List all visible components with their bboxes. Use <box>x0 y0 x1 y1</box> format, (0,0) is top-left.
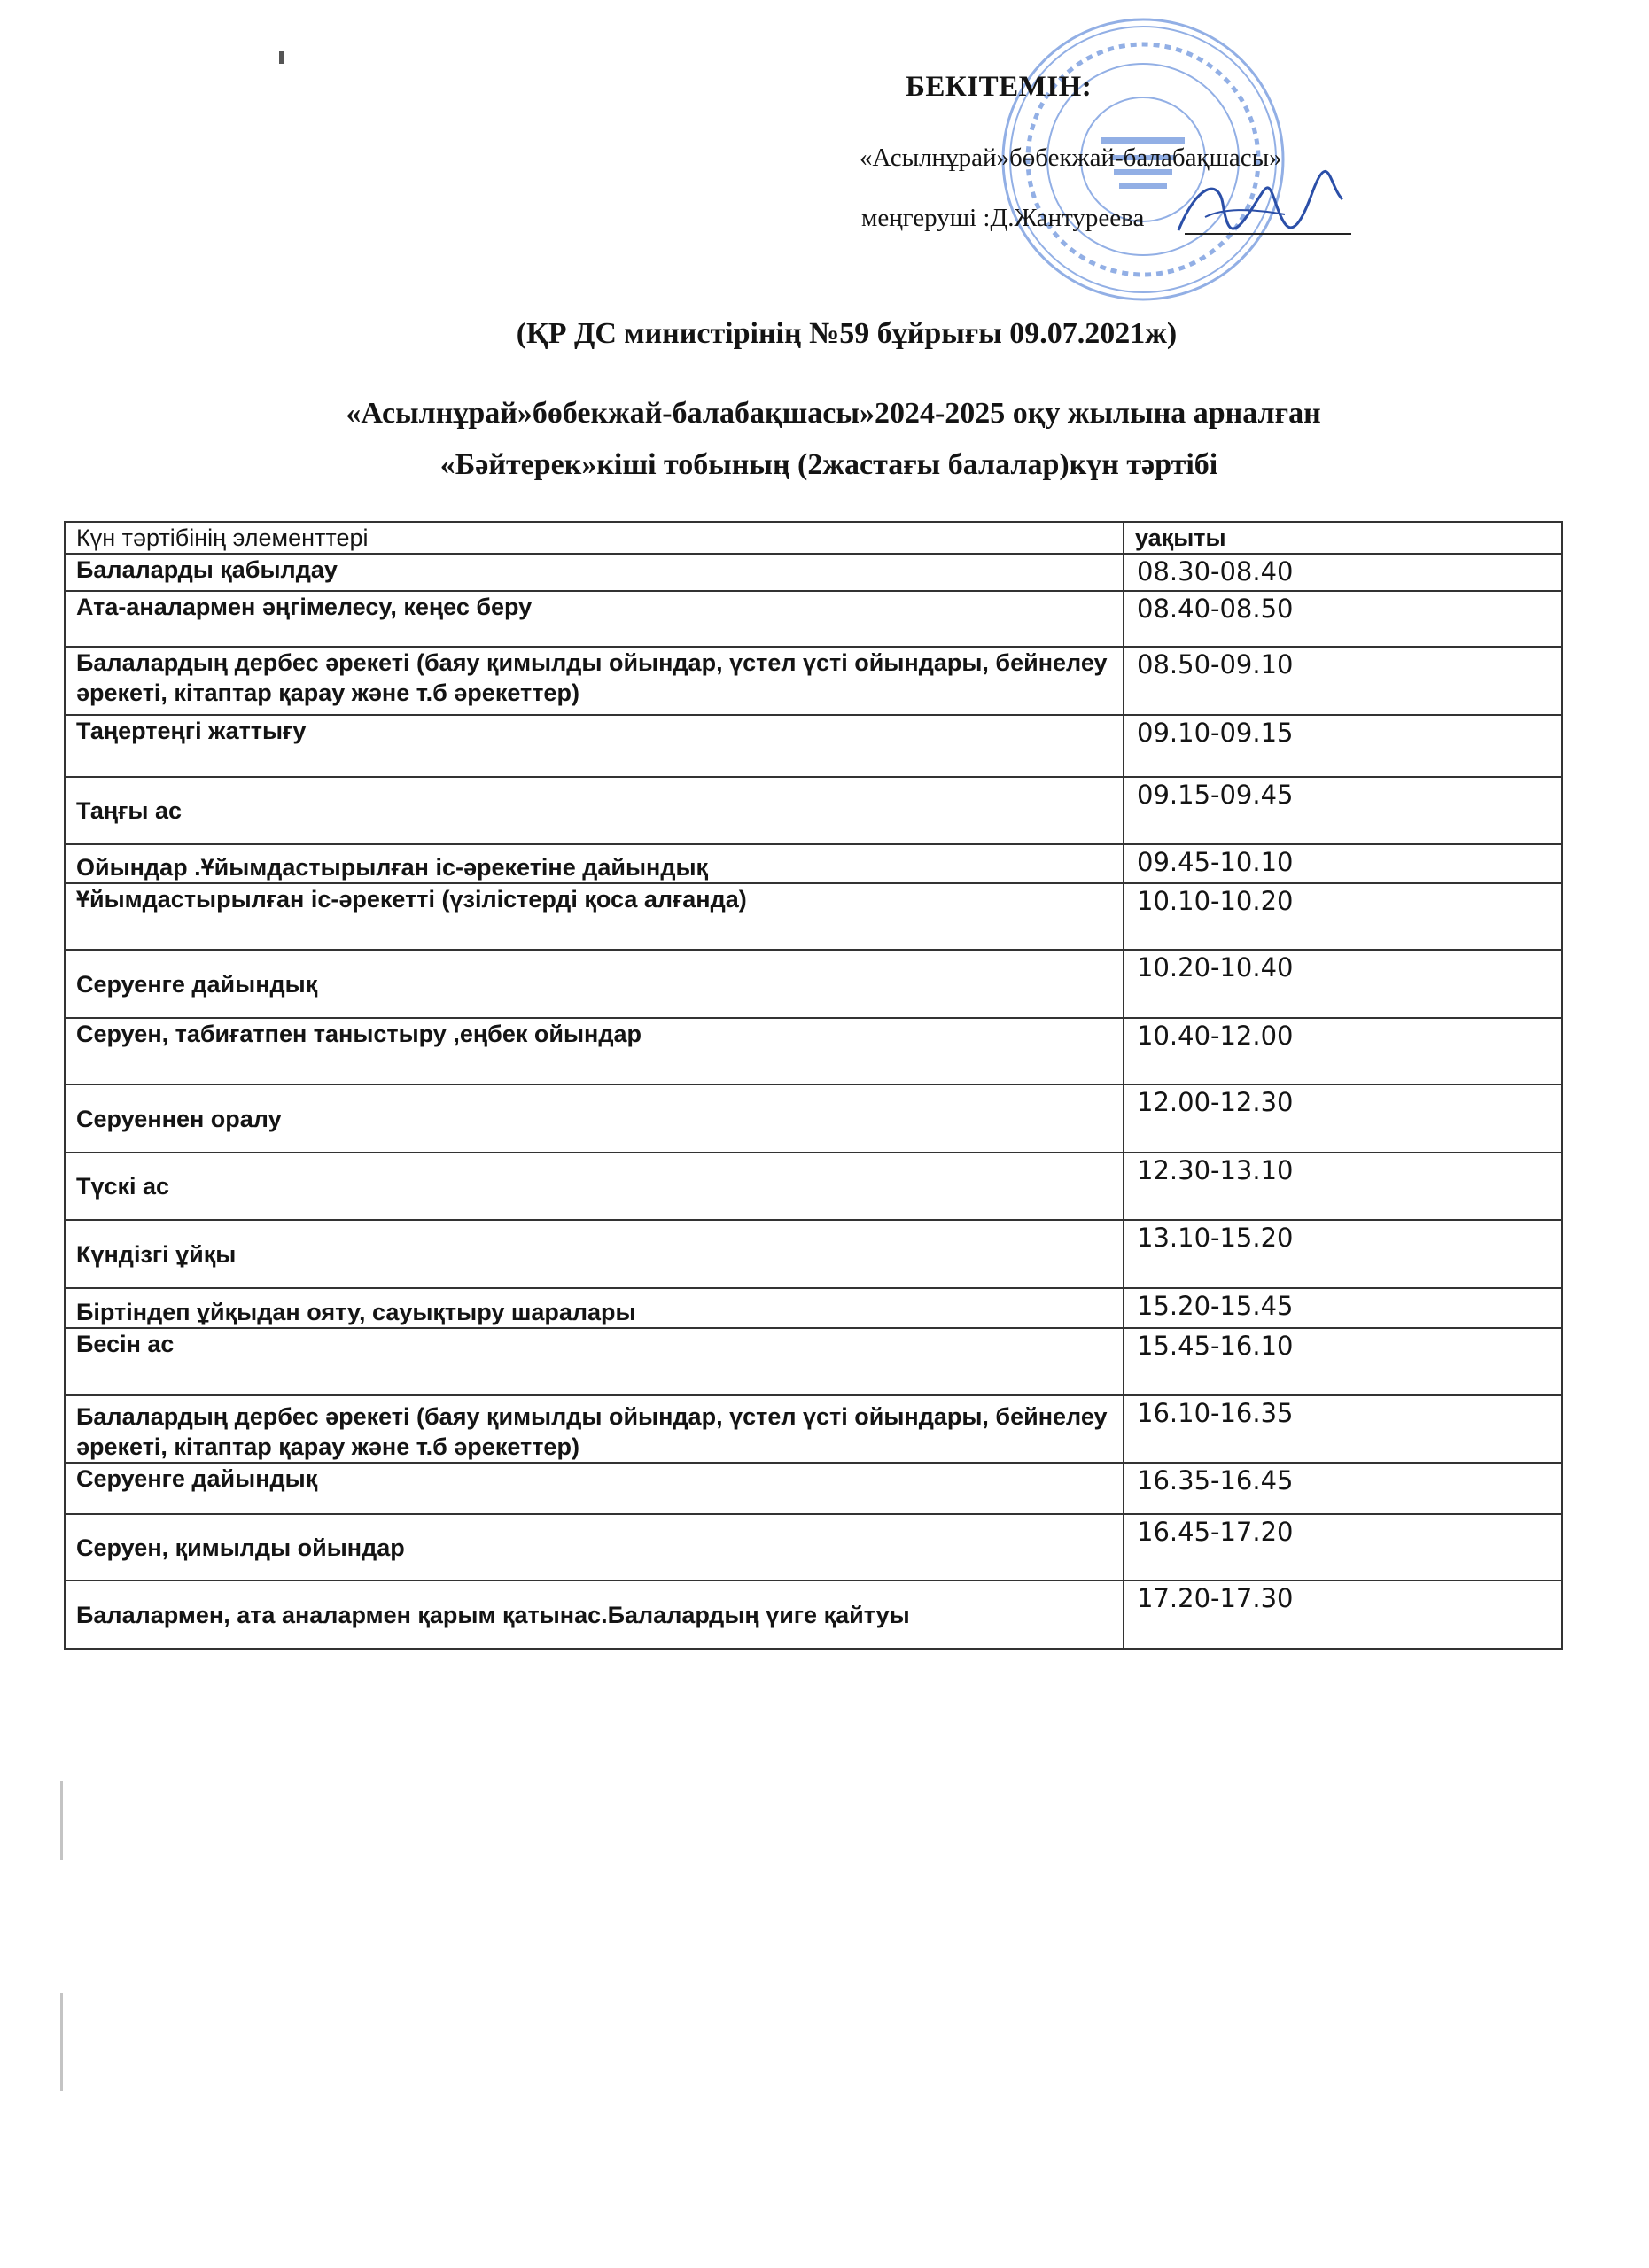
time-cell: 15.45-16.10 <box>1124 1328 1562 1395</box>
time-cell: 16.35-16.45 <box>1124 1463 1562 1514</box>
time-cell: 08.50-09.10 <box>1124 647 1562 715</box>
activity-cell: Серуен, қимылды ойындар <box>65 1514 1124 1581</box>
time-cell: 12.00-12.30 <box>1124 1084 1562 1153</box>
time-cell: 08.40-08.50 <box>1124 591 1562 647</box>
activity-cell: Балалардың дербес әрекеті (баяу қимылды ойындар, үстел үсті ойындары, бейнелеу әрекеті, кітаптар қарау және т.б әрекеттер) <box>65 647 1124 715</box>
time-cell: 09.15-09.45 <box>1124 777 1562 844</box>
approval-organization: «Асылнұрай»бөбекжай-балабақшасы» <box>860 144 1282 172</box>
table-row <box>65 950 1562 1018</box>
signature-scribble <box>1170 168 1347 248</box>
table-row <box>65 1018 1562 1084</box>
table-row <box>65 1581 1562 1649</box>
table-row <box>65 1514 1562 1581</box>
table-row <box>65 844 1562 883</box>
time-cell: 09.10-09.15 <box>1124 715 1562 777</box>
activity-cell: Серуен, табиғатпен таныстыру ,еңбек ойындар <box>65 1018 1124 1084</box>
time-cell: 09.45-10.10 <box>1124 844 1562 883</box>
scan-mark <box>279 51 284 64</box>
time-cell: 16.45-17.20 <box>1124 1514 1562 1581</box>
schedule-table <box>64 521 1563 1650</box>
table-row <box>65 1220 1562 1288</box>
order-reference: (ҚР ДС министірінің №59 бұйрығы 09.07.2021ж) <box>516 317 1178 350</box>
time-cell: 13.10-15.20 <box>1124 1220 1562 1288</box>
time-cell: 12.30-13.10 <box>1124 1153 1562 1220</box>
activity-cell: Бесін ас <box>65 1328 1124 1395</box>
approval-title: БЕКІТЕМІН: <box>906 71 1093 103</box>
time-cell: 16.10-16.35 <box>1124 1395 1562 1463</box>
table-row <box>65 883 1562 950</box>
header-activities: Күн тәртібінің элементтері <box>65 522 1124 554</box>
time-cell: 15.20-15.45 <box>1124 1288 1562 1328</box>
table-row <box>65 591 1562 647</box>
table-row <box>65 1084 1562 1153</box>
time-cell: 10.40-12.00 <box>1124 1018 1562 1084</box>
activity-cell: Таңертеңгі жаттығу <box>65 715 1124 777</box>
table-row <box>65 554 1562 591</box>
activity-cell: Балалардың дербес әрекеті (баяу қимылды ойындар, үстел үсті ойындары, бейнелеу әрекеті, кітаптар қарау және т.б әрекеттер) <box>65 1395 1124 1463</box>
table-row <box>65 715 1562 777</box>
activity-cell: Таңғы ас <box>65 777 1124 844</box>
table-row <box>65 647 1562 715</box>
scan-mark <box>60 1993 63 2091</box>
table-row <box>65 777 1562 844</box>
activity-cell: Ойындар .Ұйымдастырылған іс-әрекетіне дайындық <box>65 844 1124 883</box>
table-row <box>65 1153 1562 1220</box>
table-row <box>65 1288 1562 1328</box>
time-cell: 10.20-10.40 <box>1124 950 1562 1018</box>
scan-mark <box>60 1781 63 1860</box>
table-row <box>65 1463 1562 1514</box>
activity-cell: Балаларды қабылдау <box>65 554 1124 591</box>
activity-cell: Ата-аналармен әңгімелесу, кеңес беру <box>65 591 1124 647</box>
time-cell: 08.30-08.40 <box>1124 554 1562 591</box>
table-header-row <box>65 522 1562 554</box>
activity-cell: Ұйымдастырылған іс-әрекетті (үзілістерді қоса алғанда) <box>65 883 1124 950</box>
activity-cell: Серуенге дайындық <box>65 1463 1124 1514</box>
signature-line <box>1185 233 1351 235</box>
activity-cell: Күндізгі ұйқы <box>65 1220 1124 1288</box>
activity-cell: Түскі ас <box>65 1153 1124 1220</box>
table-row <box>65 1328 1562 1395</box>
document-title-line2: «Бәйтерек»кіші тобының (2жастағы балалар)күн тәртібі <box>439 448 1218 481</box>
activity-cell: Серуенге дайындық <box>65 950 1124 1018</box>
activity-cell: Балалармен, ата аналармен қарым қатынас.Балалардың үиге қайтуы <box>65 1581 1124 1649</box>
approval-head-name: меңгеруші :Д.Жантуреева <box>861 204 1145 232</box>
activity-cell: Серуеннен оралу <box>65 1084 1124 1153</box>
activity-cell: Біртіндеп ұйқыдан ояту, сауықтыру шаралары <box>65 1288 1124 1328</box>
header-time: уақыты <box>1124 522 1562 554</box>
time-cell: 17.20-17.30 <box>1124 1581 1562 1649</box>
document-title-line1: «Асылнұрай»бөбекжай-балабақшасы»2024-2025 оқу жылына арналған <box>346 397 1321 430</box>
time-cell: 10.10-10.20 <box>1124 883 1562 950</box>
table-row <box>65 1395 1562 1463</box>
